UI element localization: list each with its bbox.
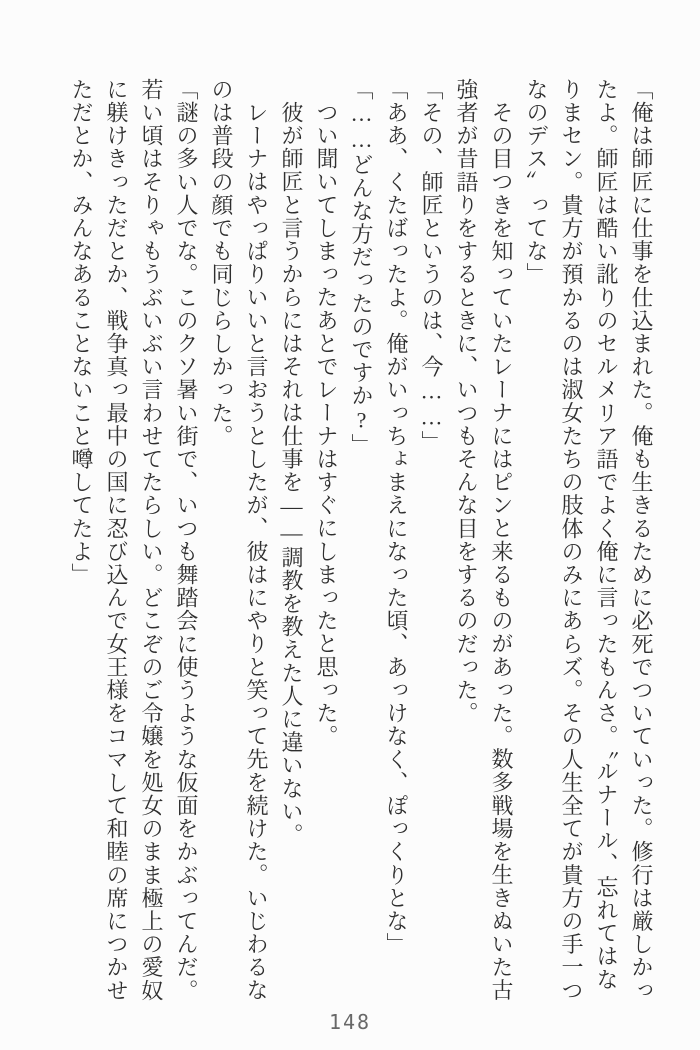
paragraph: 「その、師匠というのは、今……」 [419,78,444,454]
paragraph: レーナはやっぱりいいと言おうとしたが、彼はにやりと笑って先を続けた。いじわるなのは普段の顔でも同じらしかった。 [209,78,269,1002]
paragraph: つい聞いてしまったあとでレーナはすぐにしまったと思った。 [314,101,339,748]
paragraph: 「……どんな方だったのですか?」 [349,78,374,457]
paragraph: 「ああ、くたばったよ。俺がいっちょまえになった頃、あっけなく、ぽっくりとな」 [384,78,409,956]
paragraph: 彼が師匠と言うからにはそれは仕事を――調教を教えた人に違いない。 [279,101,304,847]
page-number: 148 [328,1010,372,1034]
paragraph: その目つきを知っていたレーナにはピンと来るものがあった。数多戦場を生きぬいた古強者が昔語りをするときに、いつもそんな目をするのだった。 [454,78,514,1002]
page-text [64,78,659,1004]
paragraph: 「俺は師匠に仕事を仕込まれた。俺も生きるために必死でついていった。修行は厳しかったよ。師匠は酷い訛りのセルメリア語でよく俺に言ったもんさ。〝ルナール、忘れてはなりまセン。貴方が預かるのは淑女たちの肢体のみにあらズ。その人生全てが貴方の手一つなのデス〟ってな」 [524,78,654,1002]
paragraph: 「謎の多い人でな。このクソ暑い街で、いつも舞踏会に使うような仮面をかぶってんだ。若い頃はそりゃもうぶいぶい言わせてたらしい。どこぞのご令嬢を処女のまま極上の愛奴に躾けきっただとか、戦争真っ最中の国に忍び込んで女王様をコマして和睦の席につかせただとか、みんなあることないこと噂してたよ」 [69,78,199,1002]
